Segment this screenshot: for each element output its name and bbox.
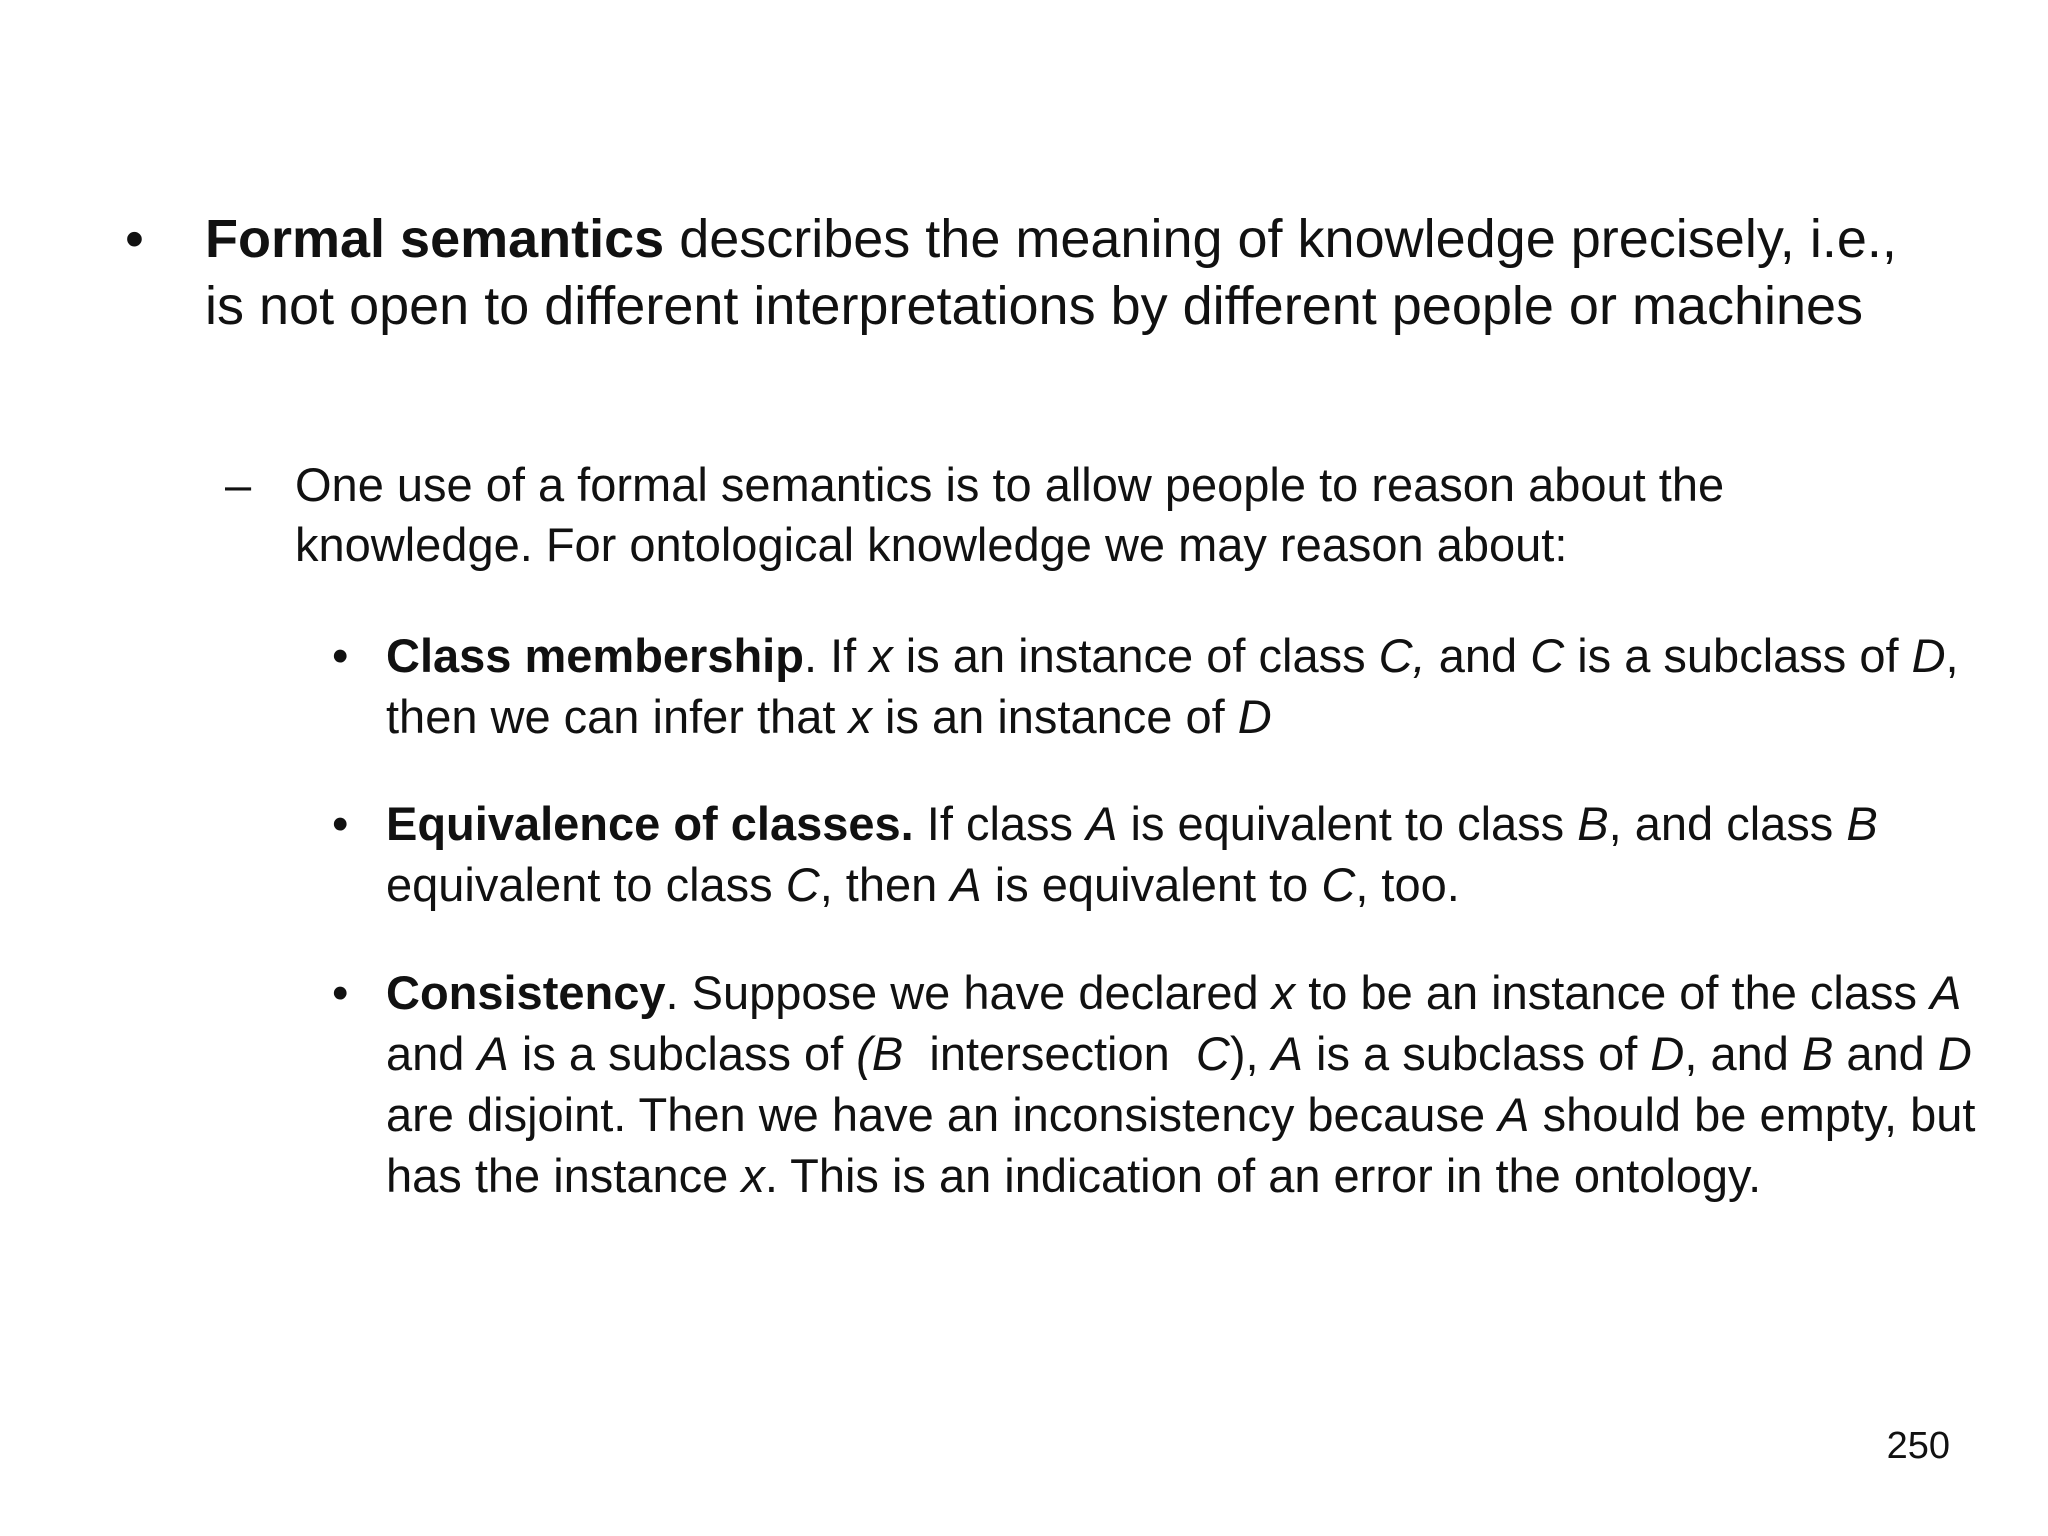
italic-run: A (1271, 1027, 1303, 1080)
subbullet-text: One use of a formal semantics is to allow people to reason about the knowledge. For ontological knowledge we may reason about: (295, 458, 1725, 571)
item-class-membership (332, 625, 1982, 747)
text-run: and (1833, 1027, 1938, 1080)
italic-run: x (848, 690, 872, 743)
text-run: , then we can infer that (386, 629, 1959, 743)
text-run: is a subclass of (1302, 1027, 1651, 1080)
italic-run: A (1498, 1088, 1530, 1141)
text-run: is equivalent to (981, 858, 1322, 911)
item-text (386, 793, 1982, 915)
text-run: , too. (1355, 858, 1460, 911)
text-run: is an instance of class (892, 629, 1379, 682)
item-equivalence-of-classes (332, 793, 1982, 915)
text-run: intersection (903, 1027, 1196, 1080)
italic-run: C (1195, 1027, 1230, 1080)
italic-run: A (477, 1027, 509, 1080)
text-run: equivalent to class (386, 858, 786, 911)
italic-run: B (1846, 797, 1878, 850)
italic-run: D (1937, 1027, 1972, 1080)
italic-run: A (1930, 966, 1962, 1019)
bullet-text-rest: describes the meaning of knowledge precisely, i.e., is not open to different interpretations by different people or machines (205, 209, 1897, 336)
text-run: , then (819, 858, 951, 911)
italic-run: C (785, 858, 820, 911)
italic-run: x (1271, 966, 1296, 1019)
item-text (386, 625, 1982, 747)
item-text (386, 962, 1982, 1206)
italic-run: x (869, 629, 893, 682)
bullet-formal-semantics (125, 206, 1925, 340)
bullet-text (205, 206, 1925, 340)
italic-run: x (741, 1149, 765, 1202)
text-run: . If (803, 629, 870, 682)
text-run: , and class (1608, 797, 1847, 850)
text-run: is an instance of (871, 690, 1238, 743)
text-run: is a subclass of (508, 1027, 857, 1080)
bullet-marker: • (125, 209, 144, 269)
italic-run: A (1086, 797, 1118, 850)
italic-run: B (1577, 797, 1609, 850)
italic-run: D (1650, 1027, 1685, 1080)
text-run: to be an instance of the class (1295, 966, 1931, 1019)
italic-run: (B (856, 1027, 904, 1080)
term-equivalence-of-classes: Equivalence of classes. (386, 797, 914, 850)
bullet-marker: • (332, 629, 349, 682)
text-run: . Suppose we have declared (665, 966, 1272, 1019)
text-run: , and (1684, 1027, 1802, 1080)
italic-run: C (1530, 629, 1565, 682)
subbullet-use-of-semantics (225, 455, 1925, 575)
text-run: is equivalent to class (1117, 797, 1578, 850)
italic-run: A (950, 858, 982, 911)
term-formal-semantics: Formal semantics (205, 209, 665, 269)
text-run: . This is an indication of an error in the ontology. (764, 1149, 1762, 1202)
bullet-marker: • (332, 797, 349, 850)
italic-run: C, (1378, 629, 1426, 682)
item-consistency (332, 962, 1982, 1206)
text-run: and (386, 1027, 478, 1080)
italic-run: C (1321, 858, 1356, 911)
text-run: are disjoint. Then we have an inconsistency because (386, 1088, 1499, 1141)
italic-run: D (1237, 690, 1272, 743)
page-number: 250 (1886, 1425, 1950, 1467)
dash-marker: – (225, 458, 252, 511)
text-run: ), (1229, 1027, 1272, 1080)
italic-run: D (1911, 629, 1946, 682)
text-run: should be empty, but has the instance (386, 1088, 1976, 1202)
text-run: If class (913, 797, 1087, 850)
text-run: is a subclass of (1564, 629, 1912, 682)
term-class-membership: Class membership (386, 629, 804, 682)
bullet-marker: • (332, 966, 349, 1019)
text-run: and (1425, 629, 1531, 682)
italic-run: B (1801, 1027, 1834, 1080)
term-consistency: Consistency (386, 966, 666, 1019)
